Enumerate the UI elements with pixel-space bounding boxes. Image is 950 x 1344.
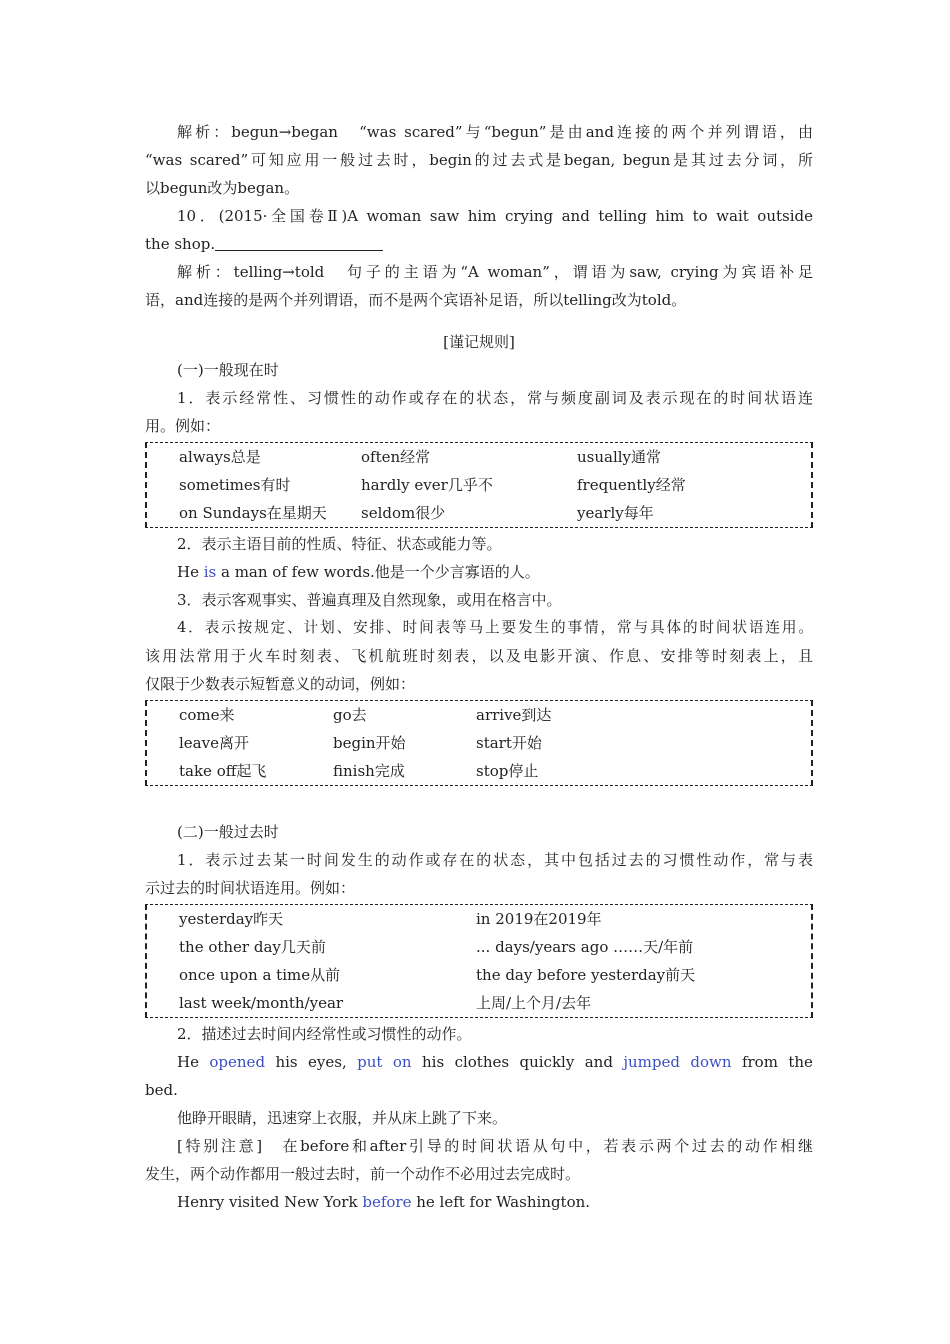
table-cell: in 2019在2019年 bbox=[476, 910, 602, 928]
example-text: He bbox=[177, 1053, 199, 1071]
table-cell: always总是 bbox=[179, 448, 261, 466]
table-cell: sometimes有时 bbox=[179, 476, 291, 494]
highlighted-verb: put on bbox=[357, 1053, 412, 1071]
answer-blank bbox=[215, 234, 383, 251]
table-row bbox=[179, 933, 811, 961]
table-cell: seldom很少 bbox=[361, 504, 446, 522]
table-row bbox=[179, 471, 811, 499]
past-p1-line2: 示过去的时间状语连用。例如： bbox=[145, 879, 356, 897]
example-text: He bbox=[177, 563, 204, 581]
present-p3: 3．表示客观事实、普遍真理及自然现象，或用在格言中。 bbox=[177, 591, 562, 609]
past-example-translation: 他睁开眼睛，迅速穿上衣服，并从床上跳了下来。 bbox=[177, 1109, 508, 1127]
q10-stem-line1: 10．(2015·全国卷Ⅱ)A woman saw him crying and telling him to wait outside bbox=[177, 207, 813, 225]
q9-analysis-line2: “was scared”可知应用一般过去时，begin的过去式是began, begun是其过去分词，所 bbox=[145, 151, 813, 169]
highlighted-conjunction: before bbox=[362, 1193, 412, 1211]
table-cell: leave离开 bbox=[179, 734, 249, 752]
table-cell: last week/month/year bbox=[179, 994, 344, 1012]
past-example-line1 bbox=[145, 1048, 813, 1076]
special-note-line1: [特别注意] 在before和after引导的时间状语从句中，若表示两个过去的动作相继 bbox=[177, 1137, 813, 1155]
frequency-adverb-table bbox=[145, 442, 813, 528]
schedule-verb-table bbox=[145, 700, 813, 786]
table-cell: yearly每年 bbox=[577, 504, 654, 522]
highlighted-verb: jumped down bbox=[623, 1053, 732, 1071]
table-cell: ... days/years ago ……天/年前 bbox=[476, 938, 694, 956]
q10-stem-line2 bbox=[145, 230, 813, 258]
table-cell: stop停止 bbox=[476, 762, 539, 780]
table-cell: arrive到达 bbox=[476, 706, 552, 724]
q9-analysis-line3: 以begun改为began。 bbox=[145, 179, 300, 197]
example-text: a man of few words.他是一个少言寡语的人。 bbox=[216, 563, 540, 581]
table-cell: once upon a time从前 bbox=[179, 966, 341, 984]
table-cell: take off起飞 bbox=[179, 762, 267, 780]
special-note-line2: 发生，两个动作都用一般过去时，前一个动作不必用过去完成时。 bbox=[145, 1165, 581, 1183]
table-row bbox=[179, 729, 811, 757]
table-cell: on Sundays在星期天 bbox=[179, 504, 327, 522]
highlighted-verb: opened bbox=[209, 1053, 266, 1071]
table-cell: usually通常 bbox=[577, 448, 662, 466]
present-p4-line3: 仅限于少数表示短暂意义的动词，例如： bbox=[145, 675, 416, 693]
table-cell: often经常 bbox=[361, 448, 431, 466]
table-row bbox=[179, 961, 811, 989]
past-heading: (二)一般过去时 bbox=[177, 823, 279, 841]
present-heading: (一)一般现在时 bbox=[177, 361, 279, 379]
past-p2: 2．描述过去时间内经常性或习惯性的动作。 bbox=[177, 1025, 472, 1043]
table-cell: 上周/上个月/去年 bbox=[476, 994, 592, 1012]
table-cell: start开始 bbox=[476, 734, 542, 752]
rules-heading: [谨记规则] bbox=[443, 333, 515, 351]
document-page bbox=[145, 118, 813, 1216]
example-text: his clothes quickly and bbox=[422, 1053, 613, 1071]
q9-analysis-line1: 解析：begun→began “was scared”与“begun”是由and连接的两个并列谓语，由 bbox=[177, 123, 813, 141]
table-row bbox=[179, 443, 811, 471]
table-cell: begin开始 bbox=[333, 734, 406, 752]
table-cell: come来 bbox=[179, 706, 235, 724]
present-example-2 bbox=[145, 558, 813, 586]
table-cell: yesterday昨天 bbox=[179, 910, 284, 928]
table-cell: frequently经常 bbox=[577, 476, 686, 494]
past-time-adverbial-table bbox=[145, 904, 813, 1018]
table-cell: finish完成 bbox=[333, 762, 405, 780]
table-cell: hardly ever几乎不 bbox=[361, 476, 493, 494]
example-text: his eyes, bbox=[275, 1053, 347, 1071]
q10-analysis-line1: 解析：telling→told 句子的主语为“A woman”，谓语为saw, crying为宾语补足 bbox=[177, 263, 813, 281]
present-p4-line1: 4．表示按规定、计划、安排、时间表等马上要发生的事情，常与具体的时间状语连用。 bbox=[177, 619, 813, 636]
q10-stem-text: the shop. bbox=[145, 235, 216, 253]
table-cell: the day before yesterday前天 bbox=[476, 966, 696, 984]
highlighted-verb: is bbox=[203, 563, 217, 581]
example-text: he left for Washington. bbox=[411, 1193, 591, 1211]
present-p4-line2: 该用法常用于火车时刻表、飞机航班时刻表，以及电影开演、作息、安排等时刻表上，且 bbox=[145, 647, 813, 665]
table-row bbox=[179, 989, 811, 1017]
table-row bbox=[179, 905, 811, 933]
q10-analysis-line2: 语，and连接的是两个并列谓语，而不是两个宾语补足语，所以telling改为told。 bbox=[145, 291, 687, 309]
example-text: Henry visited New York bbox=[177, 1193, 363, 1211]
present-p1-line1: 1．表示经常性、习惯性的动作或存在的状态，常与频度副词及表示现在的时间状语连 bbox=[177, 389, 813, 407]
table-cell: the other day几天前 bbox=[179, 938, 326, 956]
present-p2: 2．表示主语目前的性质、特征、状态或能力等。 bbox=[177, 535, 502, 553]
past-example-3 bbox=[145, 1188, 813, 1216]
table-row bbox=[179, 701, 811, 729]
table-cell: go去 bbox=[333, 706, 367, 724]
table-row bbox=[179, 757, 811, 785]
past-example-line2: bed. bbox=[145, 1081, 178, 1099]
present-p1-line2: 用。例如： bbox=[145, 417, 221, 435]
example-text: from the bbox=[741, 1053, 813, 1071]
table-row bbox=[179, 499, 811, 527]
past-p1-line1: 1．表示过去某一时间发生的动作或存在的状态，其中包括过去的习惯性动作，常与表 bbox=[177, 851, 813, 869]
